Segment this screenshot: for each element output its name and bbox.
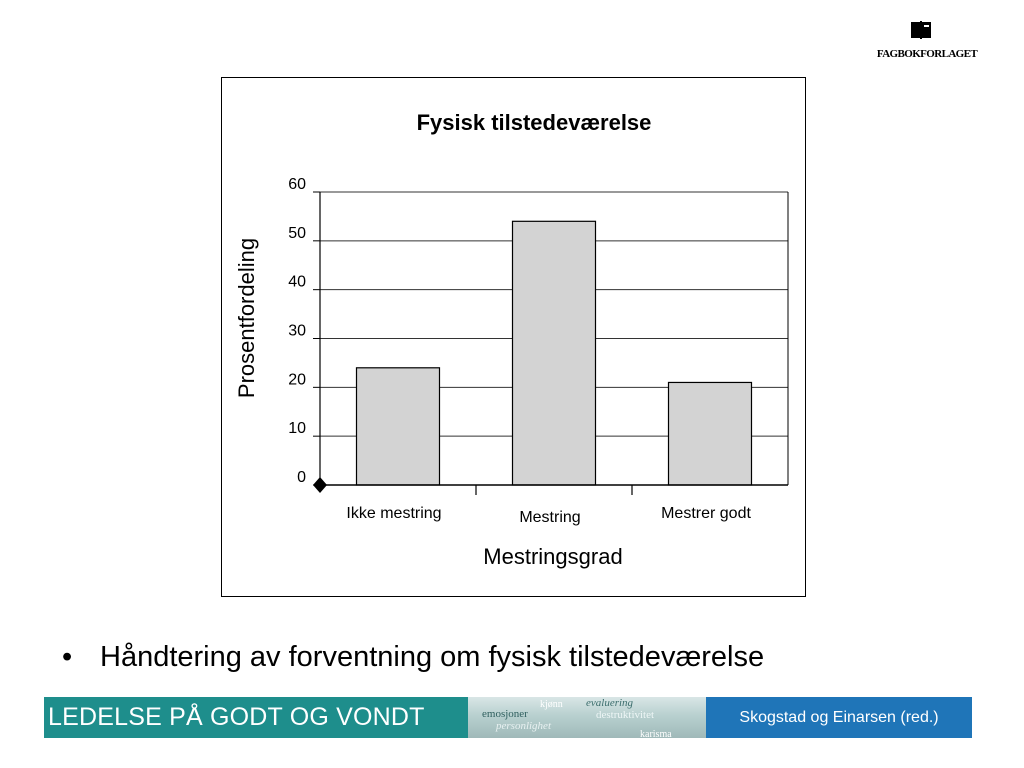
y-tick-label: 40 — [288, 273, 306, 291]
y-tick-label: 10 — [288, 420, 306, 438]
x-tick-label: Mestring — [519, 509, 581, 526]
y-tick-label: 0 — [297, 469, 306, 486]
collage-word: destruktivitet — [596, 709, 655, 721]
y-axis-label: Prosentfordeling — [234, 237, 259, 399]
origin-marker — [313, 477, 327, 493]
collage-word: kjønn — [540, 699, 563, 710]
collage-word: karisma — [640, 729, 672, 738]
bar-ikke-mestring — [357, 368, 440, 485]
authors-banner: Skogstad og Einarsen (red.) — [706, 697, 972, 738]
collage-word: evaluering — [586, 697, 634, 709]
publisher-name: FAGBOKFORLAGET — [876, 48, 978, 60]
bullet-text: Håndtering av forventning om fysisk tilstedeværelse — [100, 641, 765, 673]
bar-chart — [222, 78, 804, 595]
word-collage — [468, 697, 706, 738]
collage-word: personlighet — [496, 720, 551, 732]
bar-mestring — [513, 221, 596, 485]
x-tick-label: Mestrer godt — [661, 505, 751, 522]
y-tick-labels — [288, 176, 306, 486]
bars — [357, 221, 752, 485]
y-tick-label: 50 — [288, 224, 306, 242]
bullet-marker: • — [62, 641, 73, 673]
y-tick-label: 20 — [288, 371, 306, 389]
collage-word: emosjoner — [482, 708, 528, 720]
x-axis-label: Mestringsgrad — [483, 544, 623, 569]
bullet-point — [62, 641, 962, 674]
footer-banner — [44, 697, 972, 738]
x-tick-label: Ikke mestring — [346, 505, 442, 522]
x-tick-labels — [346, 505, 751, 526]
publisher-logo — [872, 18, 982, 66]
book-title-banner: LEDELSE PÅ GODT OG VONDT — [44, 697, 468, 738]
bar-mestrer-godt — [669, 382, 752, 485]
y-tick-label: 60 — [288, 176, 306, 193]
y-tick-label: 30 — [288, 322, 306, 340]
chart-frame — [221, 77, 806, 597]
book-icon — [910, 20, 932, 40]
chart-title: Fysisk tilstedeværelse — [416, 110, 652, 135]
